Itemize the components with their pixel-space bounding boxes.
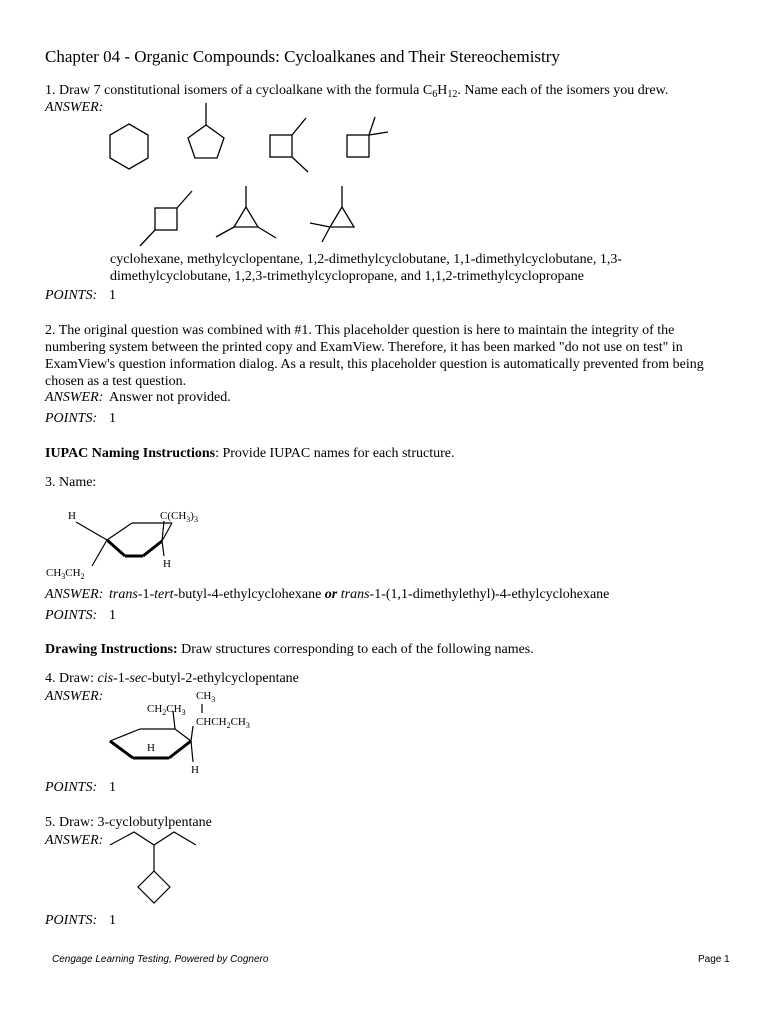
ethyl-label: $CH_2CH_3$ [147, 703, 186, 717]
question-1-points: POINTS: 1 [45, 288, 116, 303]
question-1-answer-label: ANSWER: [45, 100, 104, 115]
question-1-text: 1. Draw 7 constitutional isomers of a cycloalkane with the formula $C_6H_{12}$. Name each of the isomers you drew. [45, 83, 669, 100]
question-2-answer: ANSWER: Answer not provided. [45, 390, 231, 405]
drawing-instructions: Drawing Instructions: Draw structures corresponding to each of the following names. [45, 642, 534, 657]
chair-h-bottom-right: H [163, 558, 171, 570]
question-2-text: 2. The original question was combined with #1. This placeholder question is here to maintain the integrity of the numbering system between the printed copy and ExamView. Therefore, it has been marked "do not use on test" in ExamView's question information dialog. As a result, this placeholder question is automatically prevented from being chosen as a test question. [45, 323, 704, 389]
ring-h-bottom-label: H [191, 764, 199, 776]
question-3-text: 3. Name: [45, 475, 97, 490]
question-5-text: 5. Draw: 3-cyclobutylpentane [45, 815, 212, 830]
question-3-points: POINTS: 1 [45, 608, 116, 623]
question-2-points: POINTS: 1 [45, 411, 116, 426]
sec-butyl-methyl-label: $CH_3$ [196, 690, 216, 704]
question-4-points: POINTS: 1 [45, 780, 116, 795]
chair-tert-butyl-label: $C(CH_3)_3$ [160, 510, 198, 524]
question-5-points: POINTS: 1 [45, 913, 116, 928]
sec-butyl-chain-label: $CHCH_2CH_3$ [196, 716, 250, 730]
question-4-answer-label: ANSWER: [45, 689, 104, 704]
page-title: Chapter 04 - Organic Compounds: Cycloalkanes and Their Stereochemistry [45, 47, 560, 66]
question-4-text: 4. Draw: cis-1-sec-butyl-2-ethylcyclopentane [45, 671, 299, 686]
question-1-isomer-names: cyclohexane, methylcyclopentane, 1,2-dimethylcyclobutane, 1,1-dimethylcyclobutane, 1,3-dimethylcyclobutane, 1,2,3-trimethylcyclopropane, and 1,1,2-trimethylcyclopropane [110, 252, 622, 284]
page-number: Page 1 [698, 954, 730, 965]
question-3-answer: ANSWER: trans-1-tert-butyl-4-ethylcyclohexane or trans-1-(1,1-dimethylethyl)-4-ethylcyclohexane [45, 587, 610, 602]
iupac-instructions: IUPAC Naming Instructions: Provide IUPAC names for each structure. [45, 446, 455, 461]
chair-ethyl-label: $CH_3CH_2$ [46, 567, 85, 581]
footer-credit: Cengage Learning Testing, Powered by Cognero [52, 954, 269, 965]
question-5-answer-label: ANSWER: [45, 833, 104, 848]
chair-h-top-left: H [68, 510, 76, 522]
ring-h-label: H [147, 742, 155, 754]
